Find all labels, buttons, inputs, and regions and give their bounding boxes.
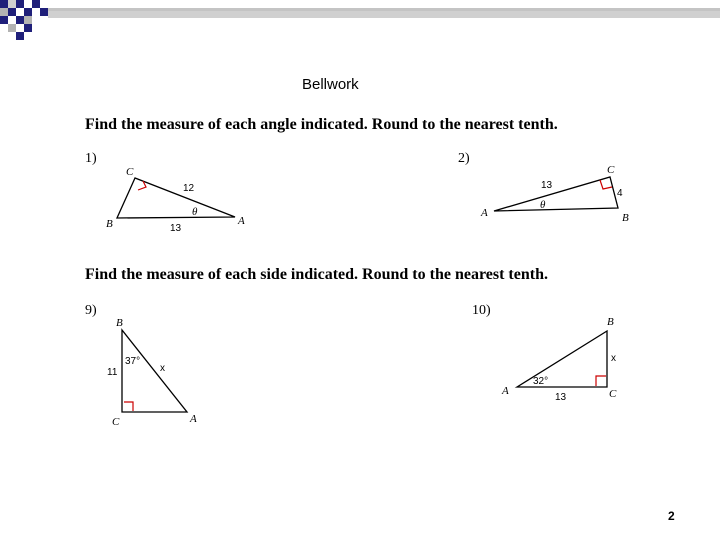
problem-9-number: 9) <box>85 303 97 318</box>
side-cb-label: 12 <box>183 183 195 194</box>
sides-instruction: Find the measure of each side indicated. Round to the nearest tenth. <box>85 266 548 283</box>
vertex-a-label: A <box>190 413 197 425</box>
triangle-2 <box>494 177 618 211</box>
vertex-c-label: C <box>609 388 617 400</box>
triangle-10 <box>517 331 607 387</box>
vertex-a-label: A <box>481 207 488 219</box>
angle-label: 37° <box>125 356 141 367</box>
right-angle-mark <box>596 376 606 386</box>
side-x-label: x <box>160 363 165 374</box>
vertex-b-label: B <box>106 218 113 230</box>
problem-1-number: 1) <box>85 151 97 166</box>
vertex-a-label: A <box>502 385 509 397</box>
side-bc-label: 11 <box>107 367 118 378</box>
problem-1 <box>85 151 245 234</box>
problem-2 <box>458 151 629 224</box>
right-angle-mark <box>124 402 133 411</box>
side-ba-label: 13 <box>170 223 182 234</box>
theta-label: θ <box>540 199 546 211</box>
problem-10-number: 10) <box>472 303 491 318</box>
vertex-b-label: B <box>116 317 123 329</box>
vertex-a-label: A <box>238 215 245 227</box>
triangle-1 <box>117 178 235 218</box>
problem-2-number: 2) <box>458 151 470 166</box>
angle-label: 32° <box>533 376 549 387</box>
problem-9 <box>85 303 197 428</box>
side-x-label: x <box>611 353 616 364</box>
problem-10 <box>472 303 617 403</box>
page-number: 2 <box>668 509 675 523</box>
theta-label: θ <box>192 206 198 218</box>
vertex-b-label: B <box>607 316 614 328</box>
angles-instruction: Find the measure of each angle indicated. Round to the nearest tenth. <box>85 116 558 133</box>
right-angle-mark <box>600 180 612 189</box>
vertex-c-label: C <box>126 166 134 178</box>
side-cb-label: 4 <box>617 188 623 199</box>
vertex-b-label: B <box>622 212 629 224</box>
vertex-c-label: C <box>607 164 615 176</box>
side-ac-label: 13 <box>555 392 567 403</box>
side-ac-label: 13 <box>541 180 553 191</box>
vertex-c-label: C <box>112 416 120 428</box>
slide-title: Bellwork <box>302 76 359 93</box>
triangle-9 <box>122 330 187 412</box>
